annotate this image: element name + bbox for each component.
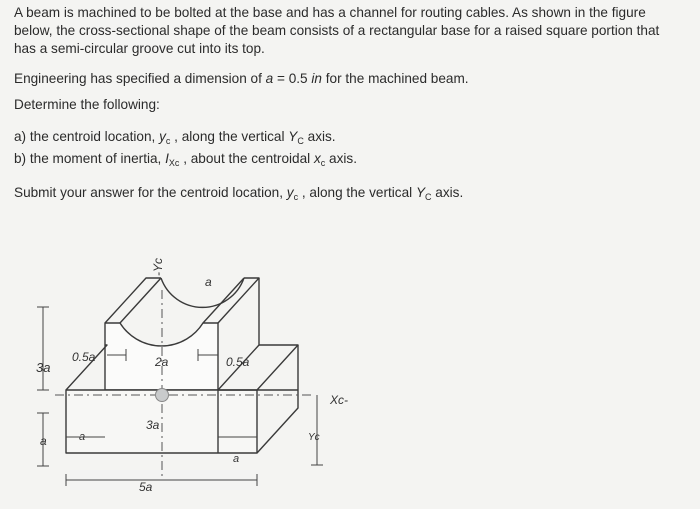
dim-a-left: a xyxy=(40,434,47,448)
dim-05a-right: 0.5a xyxy=(226,355,250,369)
dim-2a: 2a xyxy=(155,355,169,369)
dim-3a-inner: 3a xyxy=(146,418,160,432)
determine-heading: Determine the following: xyxy=(14,97,160,112)
submit-line: Submit your answer for the centroid location, $y_c$ , along the vertical $Y_C$ axis. xyxy=(14,185,464,202)
specification-line: Engineering has specified a dimension of a = 0.5 in for the machined beam. xyxy=(14,71,469,86)
part-b: b) the moment of inertia, $I_{Xc}$ , about the centroidal $x_c$ axis. xyxy=(14,151,357,168)
dim-5a: 5a xyxy=(139,480,153,494)
xc-axis-label: Xc- xyxy=(330,393,348,407)
yc-label: Yc xyxy=(308,432,320,443)
raised-block-top xyxy=(105,278,259,323)
dim-a-top: a xyxy=(205,275,212,289)
dim-a-base-left: a xyxy=(79,431,86,443)
yc-axis-label: -Yc xyxy=(151,258,165,276)
base-right-side xyxy=(257,345,298,453)
problem-intro: A beam is machined to be bolted at the base and has a channel for routing cables. As shown in the figure below, the cross-sectional shape of the beam consists of a rectangular base for a raised square portion that has a semi-circular groove cut into its top. xyxy=(14,5,660,56)
raised-block-right-side xyxy=(218,278,259,390)
dim-a-base-right: a xyxy=(233,453,240,465)
dim-3a: 3a xyxy=(36,360,51,375)
dim-05a-left: 0.5a xyxy=(72,350,96,364)
part-a: a) the centroid location, $y_c$ , along the vertical $Y_C$ axis. xyxy=(14,129,336,146)
centroid-marker xyxy=(156,389,169,402)
